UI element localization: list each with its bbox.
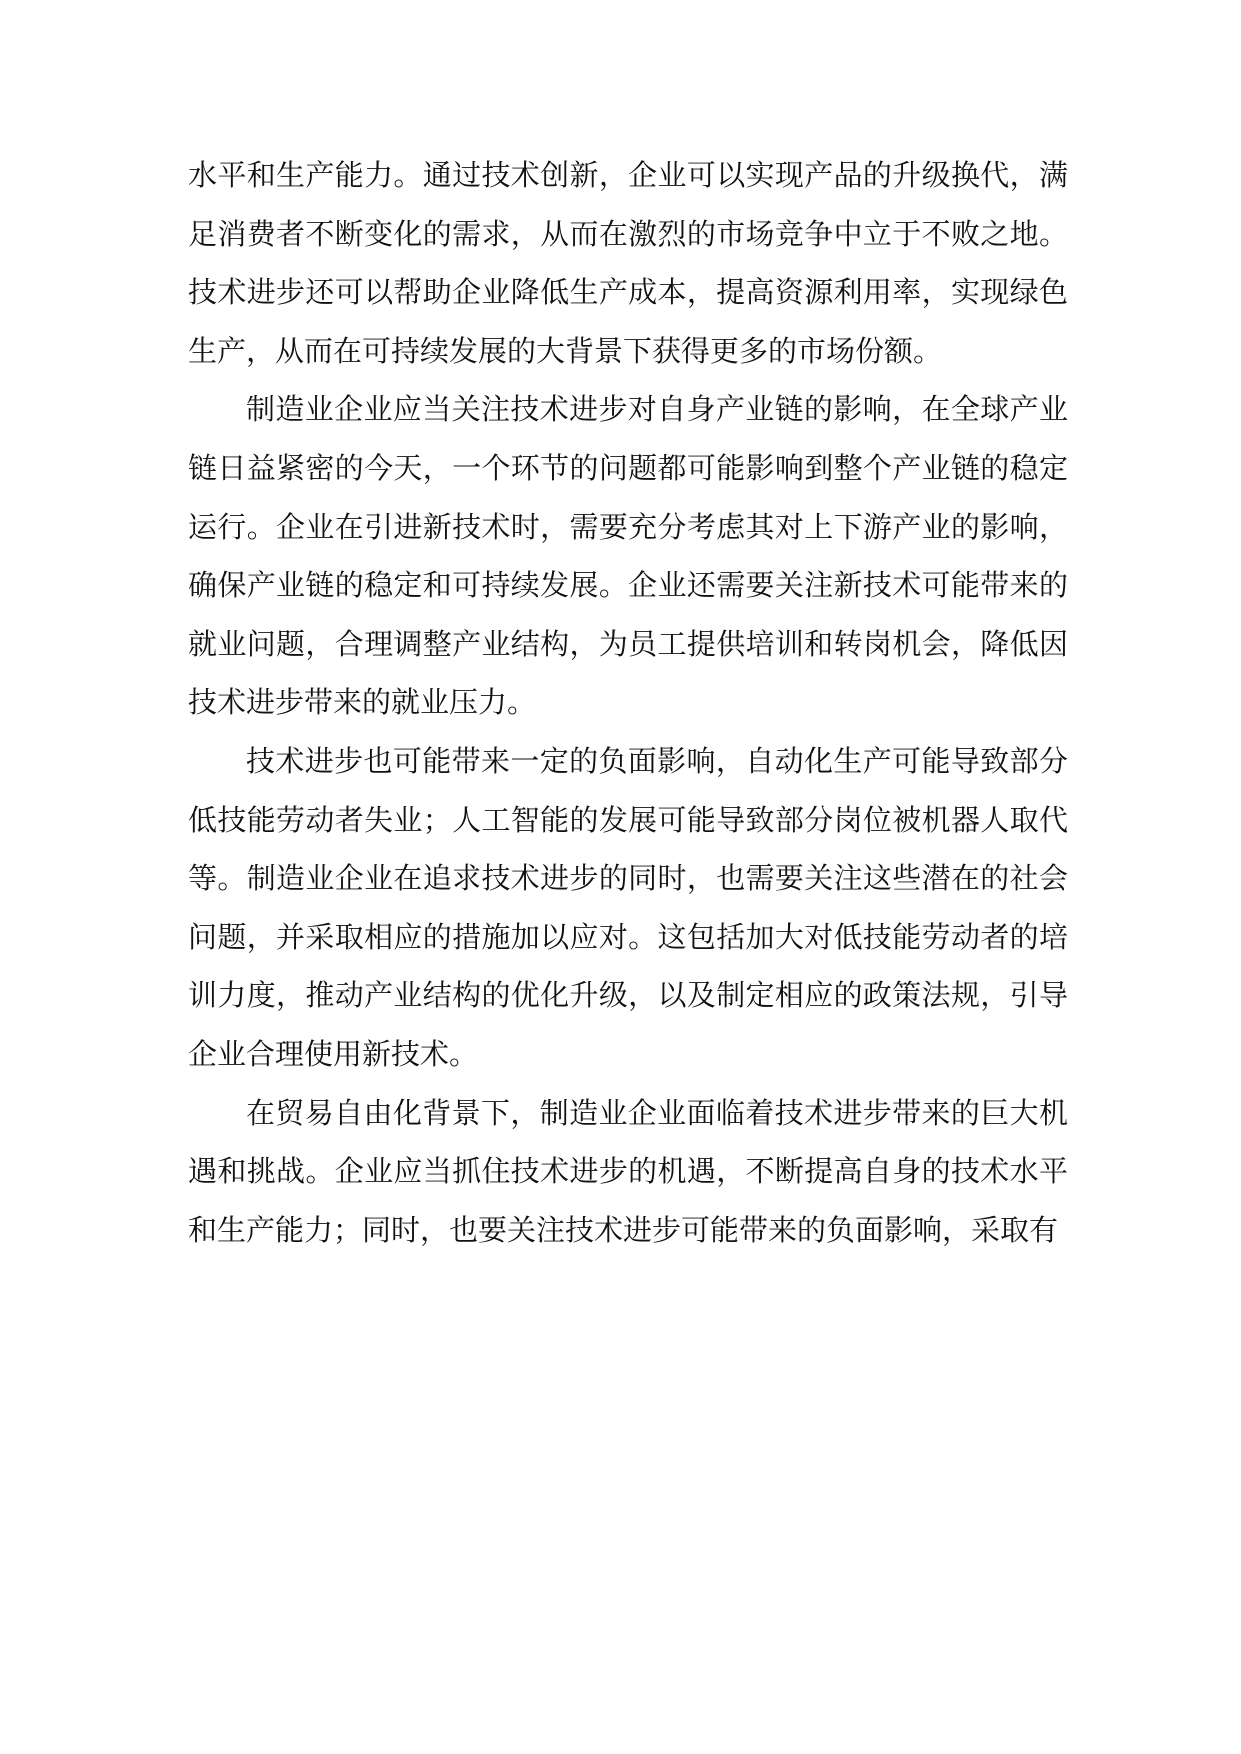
paragraph-2: 制造业企业应当关注技术进步对自身产业链的影响，在全球产业链日益紧密的今天，一个环节的问题都可能影响到整个产业链的稳定运行。企业在引进新技术时，需要充分考虑其对上下游产业的影响，确保产业链的稳定和可持续发展。企业还需要关注新技术可能带来的就业问题，合理调整产业结构，为员工提供培训和转岗机会，降低因技术进步带来的就业压力。 [188,392,1068,720]
paragraph-4: 在贸易自由化背景下，制造业企业面临着技术进步带来的巨大机遇和挑战。企业应当抓住技术进步的机遇，不断提高自身的技术水平和生产能力；同时，也要关注技术进步可能带来的负面影响，采取有 [188,1095,1068,1247]
paragraph-3: 技术进步也可能带来一定的负面影响，自动化生产可能导致部分低技能劳动者失业；人工智能的发展可能导致部分岗位被机器人取代等。制造业企业在追求技术进步的同时，也需要关注这些潜在的社会问题，并采取相应的措施加以应对。这包括加大对低技能劳动者的培训力度，推动产业结构的优化升级，以及制定相应的政策法规，引导企业合理使用新技术。 [188,743,1068,1071]
paragraph-1: 水平和生产能力。通过技术创新，企业可以实现产品的升级换代，满足消费者不断变化的需求，从而在激烈的市场竞争中立于不败之地。技术进步还可以帮助企业降低生产成本，提高资源利用率，实现绿色生产，从而在可持续发展的大背景下获得更多的市场份额。 [188,158,1068,368]
document-body [188,146,1068,1259]
